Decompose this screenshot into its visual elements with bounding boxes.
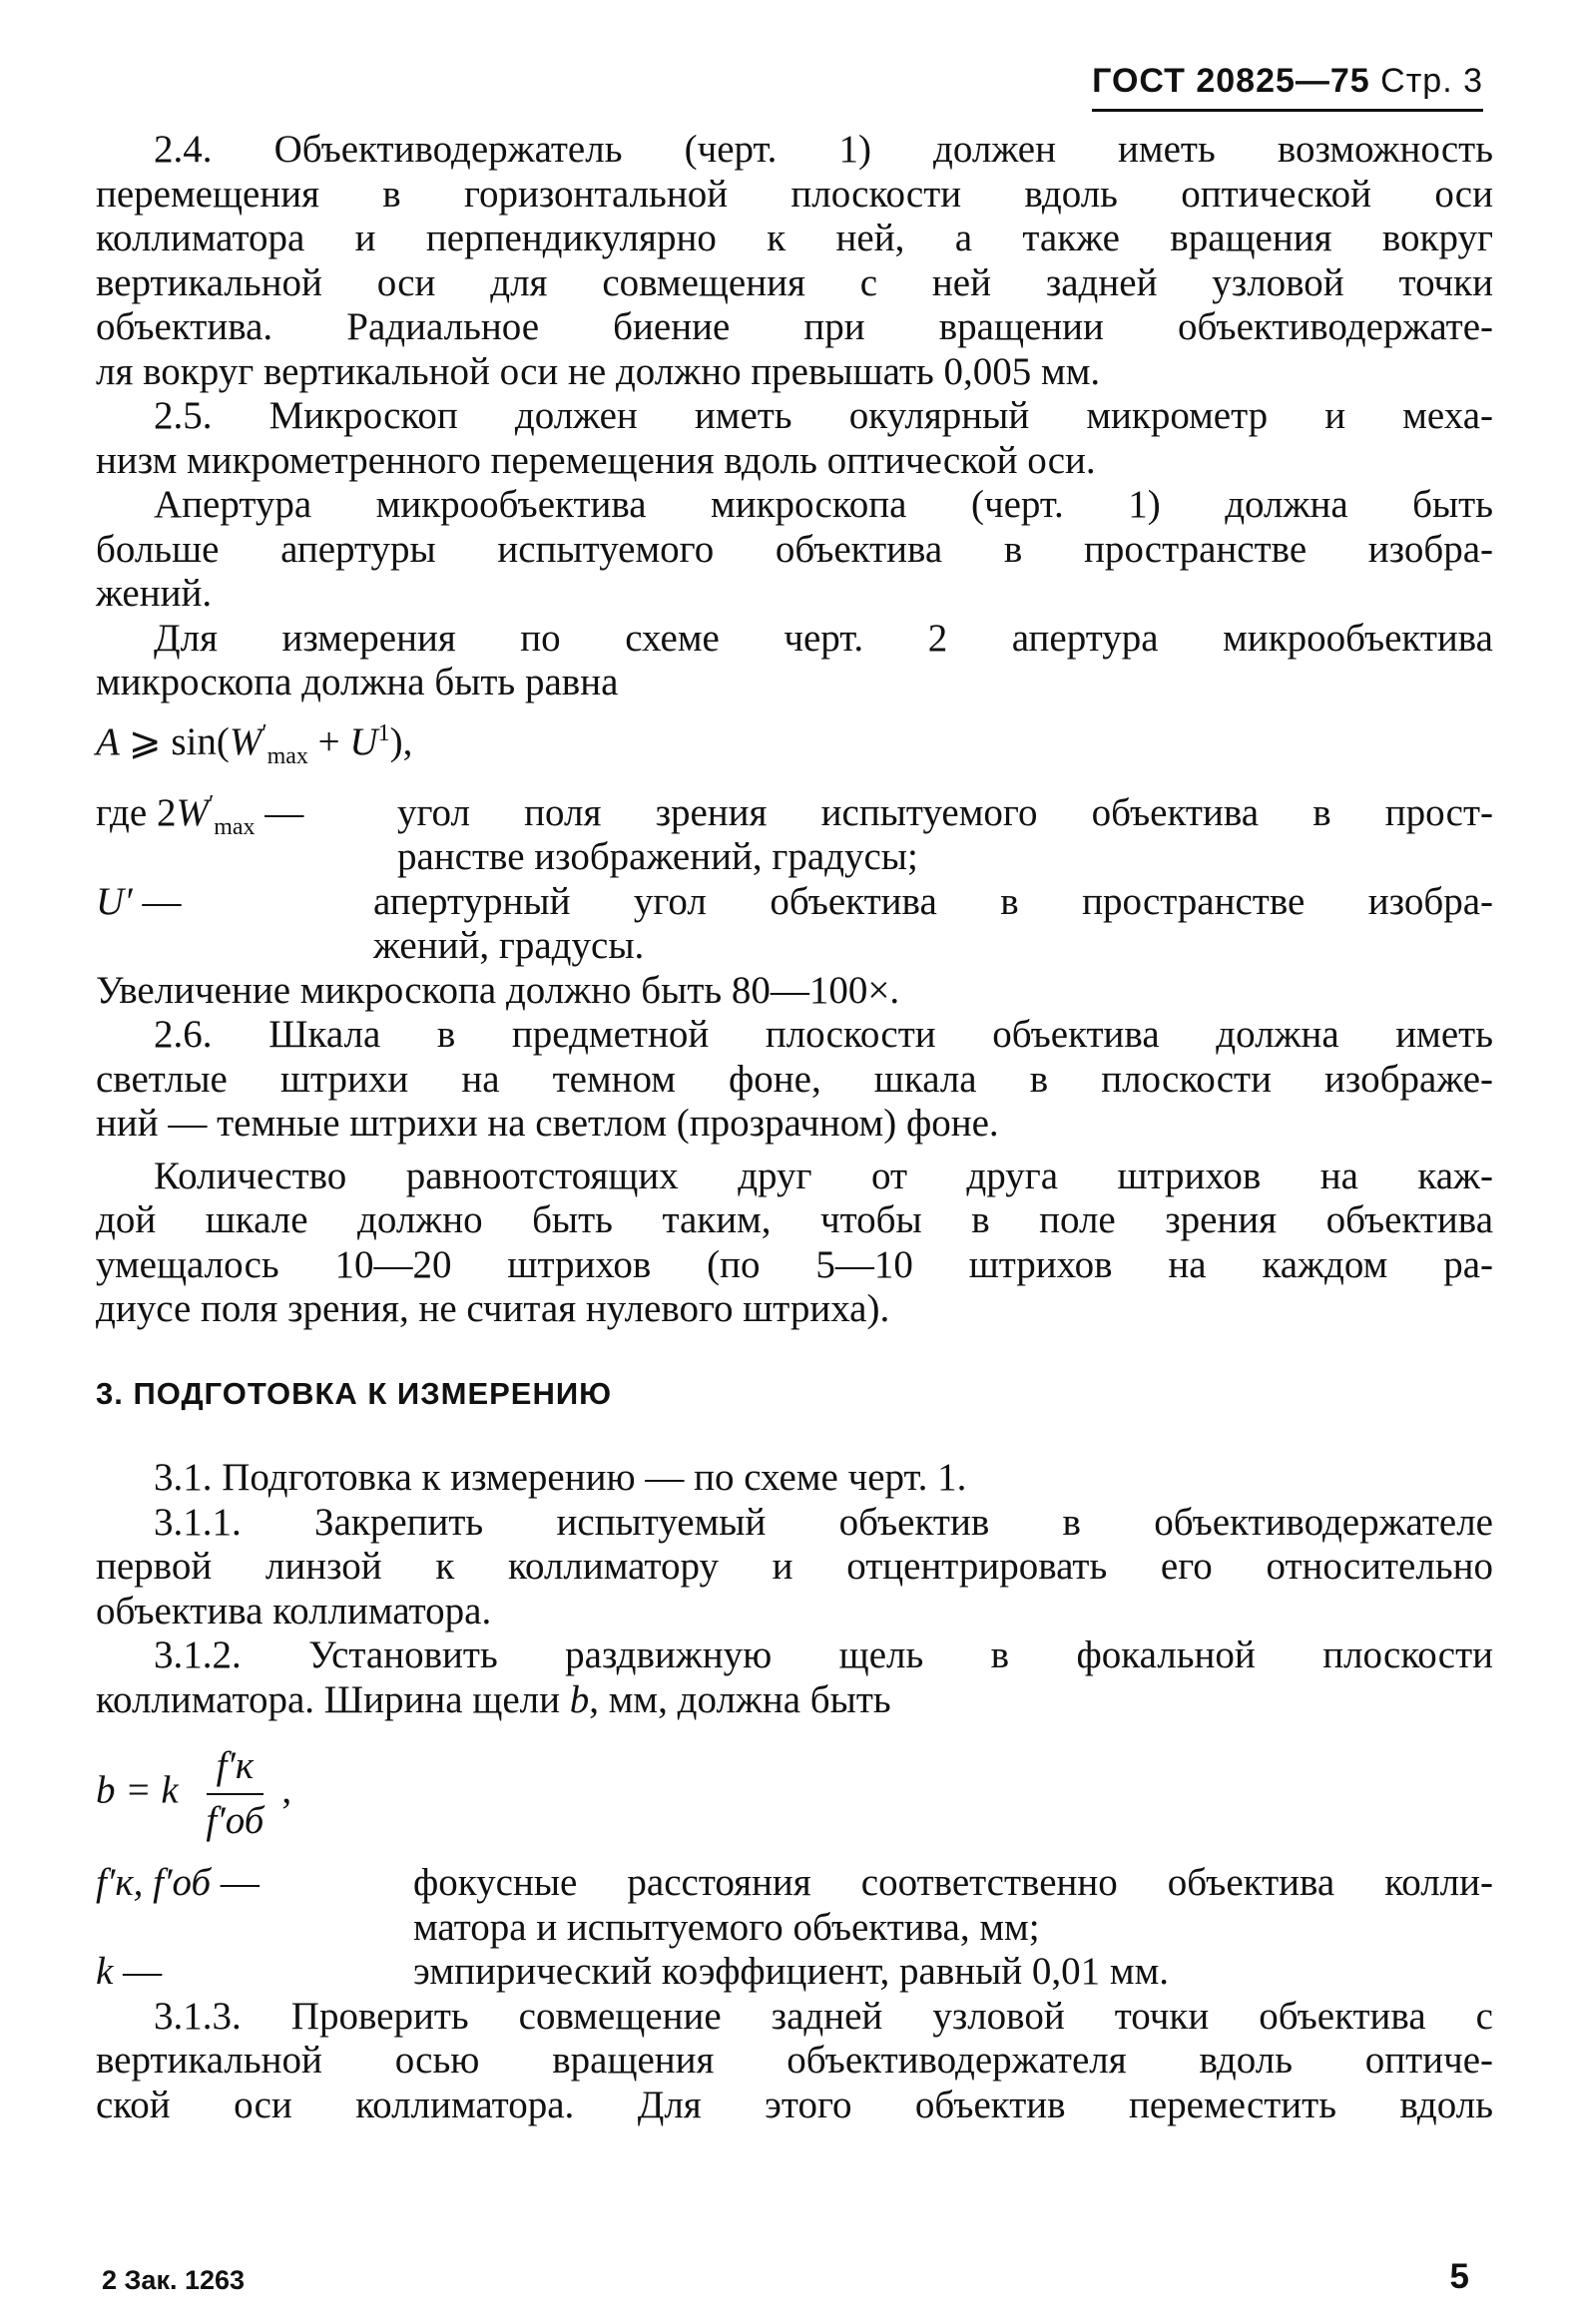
text-line: светлые штрихи на темном фоне, шкала в плоскости изображе-: [96, 1057, 1493, 1101]
text-line: 3.1.1. Закрепить испытуемый объектив в объективодержателе: [154, 1500, 1493, 1544]
text-line: 2.4. Объективодержатель (черт. 1) должен иметь возможность: [154, 128, 1493, 171]
footer-page-number: 5: [1449, 2257, 1469, 2296]
text-line: дой шкале должно быть таким, чтобы в поле зрения объектива: [96, 1198, 1493, 1242]
text-line: ля вокруг вертикальной оси не должно превышать 0,005 мм.: [96, 349, 1101, 393]
paragraph-2-5: [96, 394, 1493, 483]
footer-order-number: 2 Зак. 1263: [102, 2265, 246, 2295]
text-line: жений.: [96, 572, 213, 615]
text-line: Для измерения по схеме черт. 2 апертура микрообъектива: [154, 616, 1493, 660]
text-line: Количество равноотстоящих друг от друга штрихов на каж-: [154, 1154, 1493, 1197]
section-title: 3. ПОДГОТОВКА К ИЗМЕРЕНИЮ: [96, 1375, 613, 1411]
text-line: ской оси коллиматора. Для этого объектив переместить вдоль: [96, 2083, 1493, 2126]
paragraph-stroke-count: [96, 1155, 1493, 1332]
text-line: вертикальной оси для совмещения с ней задней узловой точки: [96, 260, 1493, 304]
definition-focal-lengths: f′к, f′об — фокусные расстояния соответственно объектива колли- матора и испытуемого объектива, мм;: [96, 1861, 1493, 1949]
text-line: Увеличение микроскопа должно быть 80—100×.: [96, 968, 900, 1012]
text-line: 3.1. Подготовка к измерению — по схеме черт. 1.: [154, 1456, 967, 1500]
text-line: умещалось 10—20 штрихов (по 5—10 штрихов на каждом ра-: [96, 1242, 1493, 1286]
page-label: Стр. 3: [1380, 62, 1483, 100]
text-line: низм микрометренного перемещения вдоль оптической оси.: [96, 438, 1096, 482]
text-line: коллиматора и перпендикулярно к ней, а также вращения вокруг: [96, 217, 1493, 259]
paragraph-3-1-3: [96, 1995, 1493, 2128]
paragraph-3-1-1: [96, 1501, 1493, 1634]
formula-slit-width: b = k $\frac{f'к}{f'об}$ ,: [96, 1744, 292, 1842]
body-text: [96, 128, 1493, 2127]
text-line: ний — темные штрихи на светлом (прозрачном) фоне.: [96, 1102, 999, 1146]
text-line: объектива коллиматора.: [96, 1589, 492, 1632]
text-line: объектива. Радиальное биение при вращении объективодержате-: [96, 305, 1493, 348]
standard-number: ГОСТ 20825—75: [1092, 62, 1370, 100]
text-line: матора и испытуемого объектива, мм;: [413, 1905, 1040, 1949]
paragraph-measure: [96, 617, 1493, 705]
text-line: фокусные расстояния соответственно объектива колли-: [413, 1861, 1493, 1905]
text-line: эмпирический коэффициент, равный 0,01 мм.: [413, 1950, 1170, 1994]
text-line: 2.6. Шкала в предметной плоскости объектива должна иметь: [154, 1013, 1493, 1057]
paragraph-3-1: [96, 1456, 1493, 1501]
text-line: микроскопа должна быть равна: [96, 661, 619, 703]
text-line: первой линзой к коллиматору и отцентрировать его относительно: [96, 1545, 1493, 1589]
text-line: 2.5. Микроскоп должен иметь окулярный микрометр и меха-: [154, 394, 1493, 437]
text-line: диусе поля зрения, не считая нулевого штриха).: [96, 1287, 890, 1331]
paragraph-magnification: [96, 969, 1493, 1014]
paragraph-3-1-2: [96, 1633, 1493, 1722]
text-line: вертикальной осью вращения объективодержателя вдоль оптиче-: [96, 2039, 1493, 2083]
text-line: Апертура микрообъектива микроскопа (черт. 1) должна быть: [154, 483, 1493, 526]
paragraph-2-6: [96, 1013, 1493, 1147]
fraction: $\frac{f'к}{f'об}$: [206, 1744, 264, 1842]
text-line: 3.1.2. Установить раздвижную щель в фокальной плоскости: [154, 1633, 1493, 1677]
definition-u: U′ — апертурный угол объектива в пространстве изобра- жений, градусы.: [96, 879, 1493, 968]
text-line: угол поля зрения испытуемого объектива в прост-: [397, 790, 1493, 834]
formula-aperture: A ⩾ $\sin(W'_{max} + U^1)$,: [96, 719, 413, 769]
text-line: больше апертуры испытуемого объектива в пространстве изобра-: [96, 527, 1493, 571]
text-line: 3.1.3. Проверить совмещение задней узловой точки объектива с: [154, 1994, 1493, 2038]
definition-w-max: где $2W'_{max}$ — угол поля зрения испытуемого объектива в прост- ранстве изображений, градусы;: [96, 790, 1493, 879]
text-line: апертурный угол объектива в пространстве изобра-: [373, 879, 1493, 923]
text-line: ранстве изображений, градусы;: [397, 835, 918, 879]
paragraph-2-4: [96, 128, 1493, 394]
text-line: перемещения в горизонтальной плоскости вдоль оптической оси: [96, 172, 1493, 216]
paragraph-aperture: [96, 483, 1493, 617]
definition-k: k — эмпирический коэффициент, равный 0,01 мм.: [96, 1950, 1493, 1995]
text-line: жений, градусы.: [373, 924, 645, 968]
text-line: коллиматора. Ширина щели b, мм, должна быть: [96, 1677, 891, 1721]
page-header: [1092, 62, 1483, 112]
